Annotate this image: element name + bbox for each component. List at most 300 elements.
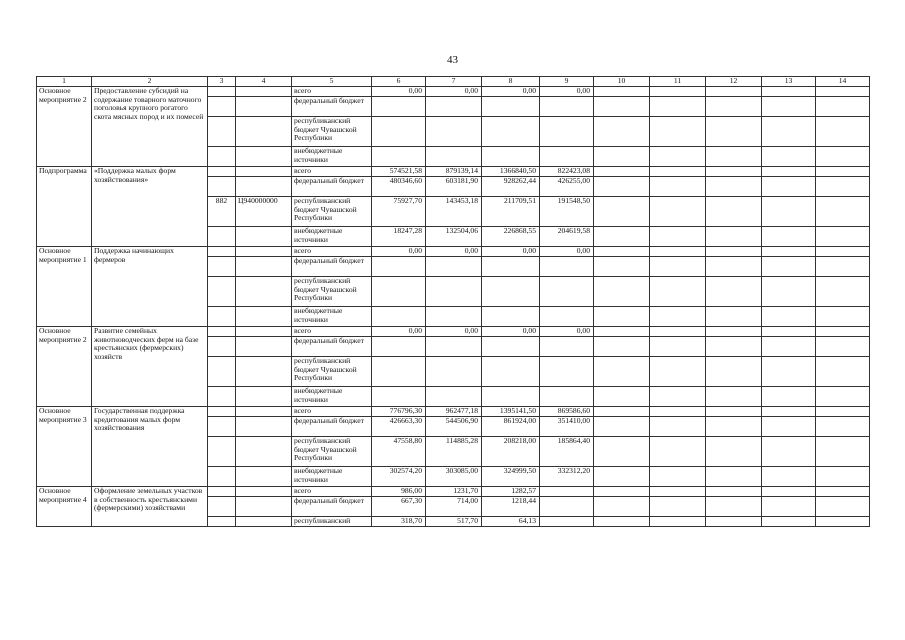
empty-cell: [816, 437, 870, 467]
value-cell: [372, 257, 426, 277]
empty-cell: [762, 487, 816, 497]
table-row: [37, 487, 870, 497]
empty-cell: [762, 277, 816, 307]
value-cell: 0,00: [372, 247, 426, 257]
empty-cell: [706, 87, 762, 97]
empty-cell: [762, 327, 816, 337]
empty-cell: [650, 167, 706, 177]
empty-cell: [816, 277, 870, 307]
value-cell: 0,00: [426, 87, 482, 97]
value-cell: [372, 97, 426, 117]
empty-cell: [650, 97, 706, 117]
value-cell: 1218,44: [482, 497, 540, 517]
value-cell: [540, 487, 594, 497]
funding-source: федеральный бюджет: [292, 177, 372, 197]
empty-cell: [706, 337, 762, 357]
funding-source: внебюджетные источники: [292, 387, 372, 407]
event-name: Развитие семейных животноводческих ферм на базе крестьянских (фермерских) хозяйств: [92, 327, 208, 407]
value-cell: [426, 337, 482, 357]
value-cell: 574521,58: [372, 167, 426, 177]
code-column-4: [236, 407, 292, 417]
empty-cell: [706, 177, 762, 197]
empty-cell: [762, 177, 816, 197]
empty-cell: [762, 117, 816, 147]
empty-cell: [650, 327, 706, 337]
empty-cell: [594, 177, 650, 197]
code-column-3: [208, 497, 236, 517]
code-column-4: Ц940000000: [236, 197, 292, 227]
empty-cell: [650, 407, 706, 417]
code-column-4: [236, 227, 292, 247]
empty-cell: [816, 147, 870, 167]
value-cell: [482, 257, 540, 277]
code-column-4: [236, 467, 292, 487]
empty-cell: [594, 117, 650, 147]
empty-cell: [594, 147, 650, 167]
empty-cell: [816, 467, 870, 487]
value-cell: 776796,30: [372, 407, 426, 417]
value-cell: 879139,14: [426, 167, 482, 177]
code-column-3: [208, 177, 236, 197]
empty-cell: [706, 307, 762, 327]
value-cell: 0,00: [482, 327, 540, 337]
value-cell: 603181,90: [426, 177, 482, 197]
value-cell: 191548,50: [540, 197, 594, 227]
value-cell: [482, 357, 540, 387]
value-cell: [426, 387, 482, 407]
value-cell: 302574,20: [372, 467, 426, 487]
empty-cell: [762, 357, 816, 387]
code-column-3: [208, 147, 236, 167]
value-cell: 0,00: [482, 247, 540, 257]
value-cell: 1282,57: [482, 487, 540, 497]
funding-source: внебюджетные источники: [292, 147, 372, 167]
empty-cell: [706, 497, 762, 517]
value-cell: 480346,60: [372, 177, 426, 197]
value-cell: 132504,06: [426, 227, 482, 247]
value-cell: [372, 147, 426, 167]
empty-cell: [594, 407, 650, 417]
value-cell: 426255,00: [540, 177, 594, 197]
column-header: 11: [650, 77, 706, 87]
empty-cell: [816, 257, 870, 277]
empty-cell: [706, 97, 762, 117]
value-cell: 0,00: [540, 87, 594, 97]
column-header: 6: [372, 77, 426, 87]
value-cell: 75927,70: [372, 197, 426, 227]
code-column-4: [236, 247, 292, 257]
event-name: «Поддержка малых форм хозяйствования»: [92, 167, 208, 247]
empty-cell: [706, 407, 762, 417]
table-row: [37, 87, 870, 97]
value-cell: 1231,70: [426, 487, 482, 497]
value-cell: 47558,80: [372, 437, 426, 467]
event-type: Основное мероприятие 2: [37, 87, 92, 167]
value-cell: [540, 307, 594, 327]
value-cell: 0,00: [426, 327, 482, 337]
empty-cell: [594, 327, 650, 337]
code-column-4: [236, 387, 292, 407]
value-cell: [372, 117, 426, 147]
empty-cell: [816, 407, 870, 417]
event-type: Основное мероприятие 2: [37, 327, 92, 407]
empty-cell: [650, 257, 706, 277]
code-column-4: [236, 517, 292, 527]
code-column-3: [208, 517, 236, 527]
empty-cell: [594, 467, 650, 487]
empty-cell: [706, 247, 762, 257]
column-header: 5: [292, 77, 372, 87]
code-column-4: [236, 437, 292, 467]
code-column-4: [236, 357, 292, 387]
value-cell: [540, 277, 594, 307]
empty-cell: [816, 327, 870, 337]
value-cell: [426, 357, 482, 387]
empty-cell: [762, 247, 816, 257]
empty-cell: [650, 147, 706, 167]
empty-cell: [594, 277, 650, 307]
code-column-3: [208, 357, 236, 387]
empty-cell: [650, 117, 706, 147]
empty-cell: [650, 177, 706, 197]
empty-cell: [650, 487, 706, 497]
empty-cell: [762, 407, 816, 417]
empty-cell: [594, 517, 650, 527]
value-cell: [482, 307, 540, 327]
empty-cell: [762, 337, 816, 357]
empty-cell: [706, 227, 762, 247]
value-cell: [540, 117, 594, 147]
column-header: 12: [706, 77, 762, 87]
code-column-3: [208, 387, 236, 407]
empty-cell: [650, 517, 706, 527]
value-cell: [372, 307, 426, 327]
column-header: 9: [540, 77, 594, 87]
value-cell: 318,70: [372, 517, 426, 527]
code-column-3: [208, 307, 236, 327]
empty-cell: [706, 197, 762, 227]
value-cell: 332312,20: [540, 467, 594, 487]
value-cell: 0,00: [372, 327, 426, 337]
value-cell: [426, 97, 482, 117]
value-cell: 185864,40: [540, 437, 594, 467]
code-column-4: [236, 307, 292, 327]
code-column-3: [208, 277, 236, 307]
empty-cell: [594, 167, 650, 177]
code-column-3: [208, 167, 236, 177]
empty-cell: [594, 337, 650, 357]
value-cell: [482, 387, 540, 407]
empty-cell: [762, 307, 816, 327]
event-type: Основное мероприятие 3: [37, 407, 92, 487]
empty-cell: [762, 437, 816, 467]
value-cell: 226868,55: [482, 227, 540, 247]
empty-cell: [816, 247, 870, 257]
event-type: Основное мероприятие 1: [37, 247, 92, 327]
value-cell: 822423,08: [540, 167, 594, 177]
code-column-4: [236, 147, 292, 167]
value-cell: [540, 387, 594, 407]
table-row: [37, 167, 870, 177]
code-column-3: [208, 337, 236, 357]
funding-source: республиканский бюджет Чувашской Республики: [292, 117, 372, 147]
funding-source: федеральный бюджет: [292, 257, 372, 277]
funding-source: республиканский: [292, 517, 372, 527]
value-cell: [426, 117, 482, 147]
code-column-3: [208, 117, 236, 147]
empty-cell: [594, 197, 650, 227]
empty-cell: [706, 167, 762, 177]
code-column-4: [236, 487, 292, 497]
code-column-4: [236, 417, 292, 437]
value-cell: [482, 117, 540, 147]
code-column-3: [208, 257, 236, 277]
page-number: 43: [447, 54, 458, 66]
empty-cell: [816, 517, 870, 527]
empty-cell: [594, 497, 650, 517]
empty-cell: [594, 437, 650, 467]
value-cell: 324999,50: [482, 467, 540, 487]
code-column-3: [208, 487, 236, 497]
empty-cell: [816, 497, 870, 517]
empty-cell: [816, 117, 870, 147]
table-row: [37, 327, 870, 337]
code-column-3: [208, 467, 236, 487]
empty-cell: [594, 97, 650, 117]
value-cell: 714,00: [426, 497, 482, 517]
empty-cell: [650, 467, 706, 487]
code-column-4: [236, 117, 292, 147]
value-cell: [426, 307, 482, 327]
empty-cell: [650, 417, 706, 437]
value-cell: 143453,18: [426, 197, 482, 227]
value-cell: 517,70: [426, 517, 482, 527]
event-type: Основное мероприятие 4: [37, 487, 92, 527]
value-cell: 986,00: [372, 487, 426, 497]
code-column-3: 882: [208, 197, 236, 227]
empty-cell: [650, 437, 706, 467]
value-cell: 1395141,50: [482, 407, 540, 417]
empty-cell: [650, 357, 706, 387]
code-column-3: [208, 247, 236, 257]
value-cell: 204619,58: [540, 227, 594, 247]
empty-cell: [816, 167, 870, 177]
empty-cell: [594, 357, 650, 387]
empty-cell: [706, 487, 762, 497]
empty-cell: [706, 357, 762, 387]
value-cell: 667,30: [372, 497, 426, 517]
code-column-4: [236, 497, 292, 517]
column-header: 7: [426, 77, 482, 87]
funding-source: всего: [292, 247, 372, 257]
event-name: Государственная поддержка кредитования малых форм хозяйствования: [92, 407, 208, 487]
empty-cell: [650, 387, 706, 407]
value-cell: 426663,30: [372, 417, 426, 437]
empty-cell: [762, 97, 816, 117]
value-cell: 0,00: [372, 87, 426, 97]
code-column-3: [208, 327, 236, 337]
empty-cell: [706, 277, 762, 307]
event-type: Подпрограмма: [37, 167, 92, 247]
header-row: [37, 77, 870, 87]
empty-cell: [650, 277, 706, 307]
empty-cell: [816, 97, 870, 117]
code-column-3: [208, 437, 236, 467]
funding-source: всего: [292, 327, 372, 337]
code-column-3: [208, 407, 236, 417]
value-cell: 18247,28: [372, 227, 426, 247]
empty-cell: [816, 337, 870, 357]
empty-cell: [762, 227, 816, 247]
empty-cell: [816, 357, 870, 387]
empty-cell: [762, 197, 816, 227]
table-row: [37, 407, 870, 417]
column-header: 2: [92, 77, 208, 87]
value-cell: 303085,00: [426, 467, 482, 487]
code-column-3: [208, 417, 236, 437]
empty-cell: [816, 307, 870, 327]
empty-cell: [762, 87, 816, 97]
empty-cell: [816, 197, 870, 227]
funding-source: всего: [292, 407, 372, 417]
column-header: 13: [762, 77, 816, 87]
empty-cell: [762, 147, 816, 167]
code-column-4: [236, 97, 292, 117]
code-column-4: [236, 177, 292, 197]
value-cell: 1366840,50: [482, 167, 540, 177]
empty-cell: [650, 227, 706, 247]
value-cell: [482, 337, 540, 357]
value-cell: 208218,00: [482, 437, 540, 467]
code-column-4: [236, 327, 292, 337]
funding-source: внебюджетные источники: [292, 227, 372, 247]
code-column-4: [236, 167, 292, 177]
empty-cell: [650, 87, 706, 97]
empty-cell: [594, 87, 650, 97]
empty-cell: [816, 387, 870, 407]
empty-cell: [594, 487, 650, 497]
funding-source: федеральный бюджет: [292, 97, 372, 117]
empty-cell: [706, 257, 762, 277]
empty-cell: [762, 387, 816, 407]
empty-cell: [762, 467, 816, 487]
funding-source: республиканский бюджет Чувашской Республики: [292, 437, 372, 467]
funding-source: федеральный бюджет: [292, 417, 372, 437]
value-cell: 114885,28: [426, 437, 482, 467]
empty-cell: [594, 247, 650, 257]
empty-cell: [706, 437, 762, 467]
value-cell: [482, 147, 540, 167]
empty-cell: [706, 117, 762, 147]
table-row: [37, 247, 870, 257]
event-name: Предоставление субсидий на содержание товарного маточного поголовья крупного рогатого скота мясных пород и их помесей: [92, 87, 208, 167]
column-header: 10: [594, 77, 650, 87]
column-header: 8: [482, 77, 540, 87]
budget-table: [36, 76, 870, 527]
value-cell: [372, 357, 426, 387]
code-column-4: [236, 87, 292, 97]
value-cell: 928262,44: [482, 177, 540, 197]
empty-cell: [594, 387, 650, 407]
code-column-4: [236, 257, 292, 277]
value-cell: [426, 147, 482, 167]
code-column-4: [236, 337, 292, 357]
empty-cell: [706, 327, 762, 337]
empty-cell: [762, 517, 816, 527]
empty-cell: [594, 417, 650, 437]
funding-source: всего: [292, 87, 372, 97]
empty-cell: [650, 247, 706, 257]
empty-cell: [762, 417, 816, 437]
empty-cell: [762, 497, 816, 517]
column-header: 3: [208, 77, 236, 87]
value-cell: 962477,18: [426, 407, 482, 417]
value-cell: 211709,51: [482, 197, 540, 227]
empty-cell: [816, 87, 870, 97]
value-cell: 0,00: [540, 247, 594, 257]
value-cell: 64,13: [482, 517, 540, 527]
value-cell: 544506,90: [426, 417, 482, 437]
funding-source: всего: [292, 487, 372, 497]
funding-source: внебюджетные источники: [292, 307, 372, 327]
empty-cell: [762, 257, 816, 277]
empty-cell: [594, 227, 650, 247]
empty-cell: [594, 307, 650, 327]
funding-source: федеральный бюджет: [292, 337, 372, 357]
empty-cell: [650, 337, 706, 357]
event-name: Оформление земельных участков в собственность крестьянскими (фермерскими) хозяйствами: [92, 487, 208, 527]
funding-source: всего: [292, 167, 372, 177]
empty-cell: [762, 167, 816, 177]
column-header: 1: [37, 77, 92, 87]
value-cell: 0,00: [482, 87, 540, 97]
funding-source: республиканский бюджет Чувашской Республики: [292, 197, 372, 227]
code-column-3: [208, 87, 236, 97]
empty-cell: [816, 227, 870, 247]
empty-cell: [706, 387, 762, 407]
funding-source: республиканский бюджет Чувашской Республики: [292, 277, 372, 307]
event-name: Поддержка начинающих фермеров: [92, 247, 208, 327]
value-cell: [426, 277, 482, 307]
empty-cell: [706, 517, 762, 527]
empty-cell: [594, 257, 650, 277]
code-column-4: [236, 277, 292, 307]
empty-cell: [706, 467, 762, 487]
funding-source: внебюджетные источники: [292, 467, 372, 487]
value-cell: [372, 337, 426, 357]
empty-cell: [650, 307, 706, 327]
value-cell: [540, 337, 594, 357]
column-header: 4: [236, 77, 292, 87]
empty-cell: [706, 147, 762, 167]
code-column-3: [208, 227, 236, 247]
empty-cell: [650, 497, 706, 517]
value-cell: [482, 277, 540, 307]
funding-source: федеральный бюджет: [292, 497, 372, 517]
empty-cell: [650, 197, 706, 227]
funding-source: республиканский бюджет Чувашской Республики: [292, 357, 372, 387]
empty-cell: [816, 487, 870, 497]
value-cell: 351410,00: [540, 417, 594, 437]
value-cell: [540, 97, 594, 117]
empty-cell: [706, 417, 762, 437]
value-cell: 0,00: [426, 247, 482, 257]
column-header: 14: [816, 77, 870, 87]
value-cell: [540, 257, 594, 277]
value-cell: [426, 257, 482, 277]
value-cell: [540, 497, 594, 517]
code-column-3: [208, 97, 236, 117]
